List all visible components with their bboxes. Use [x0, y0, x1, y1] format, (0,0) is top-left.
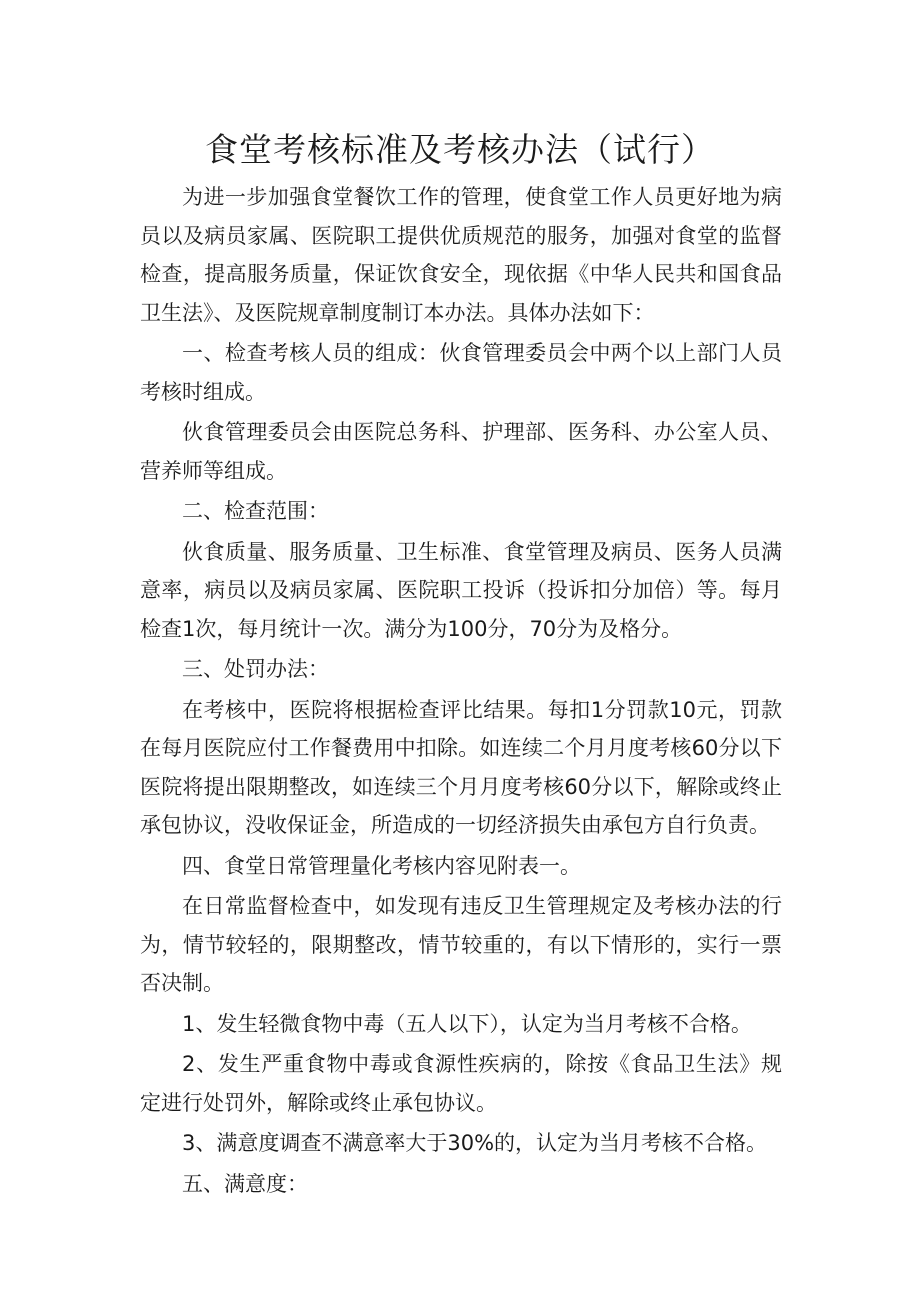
- paragraph-scope: 伙食质量、服务质量、卫生标准、食堂管理及病员、医务人员满意率，病员以及病员家属、医院职工投诉（投诉扣分加倍）等。每月检查1次，每月统计一次。满分为100分，70分为及格分。: [140, 539, 782, 641]
- paragraph-section-2: 二、检查范围：: [182, 499, 329, 523]
- document-title: 食堂考核标准及考核办法（试行）: [205, 130, 715, 169]
- paragraph-section-5: 五、满意度：: [182, 1171, 308, 1196]
- paragraph-item-3: 3、满意度调查不满意率大于30%的，认定为当月考核不合格。: [182, 1131, 768, 1155]
- paragraph-penalty: 在考核中，医院将根据检查评比结果。每扣1分罚款10元，罚款在每月医院应付工作餐费用中扣除。如连续二个月月度考核60分以下医院将提出限期整改，如连续三个月月度考核60分以下，解除或终止承包协议，没收保证金，所造成的一切经济损失由承包方自行负责。: [140, 697, 782, 837]
- paragraph-section-1: 一、检查考核人员的组成：伙食管理委员会中两个以上部门人员考核时组成。: [140, 341, 782, 404]
- paragraph-section-4: 四、食堂日常管理量化考核内容见附表一。: [182, 853, 581, 878]
- paragraph-item-2: 2、发生严重食物中毒或食源性疾病的，除按《食品卫生法》规定进行处罚外，解除或终止承包协议。: [140, 1052, 782, 1115]
- document-body: [140, 178, 782, 1203]
- paragraph-intro: 为进一步加强食堂餐饮工作的管理，使食堂工作人员更好地为病员以及病员家属、医院职工提供优质规范的服务，加强对食堂的监督检查，提高服务质量，保证饮食安全，现依据《中华人民共和国食品卫生法》、及医院规章制度制订本办法。具体办法如下：: [140, 185, 782, 325]
- paragraph-item-1: 1、发生轻微食物中毒（五人以下），认定为当月考核不合格。: [182, 1011, 752, 1036]
- paragraph-section-3: 三、处罚办法：: [182, 657, 329, 681]
- paragraph-committee: 伙食管理委员会由医院总务科、护理部、医务科、办公室人员、营养师等组成。: [140, 420, 782, 483]
- paragraph-supervision: 在日常监督检查中，如发现有违反卫生管理规定及考核办法的行为，情节较轻的，限期整改，情节较重的，有以下情形的，实行一票否决制。: [140, 894, 782, 995]
